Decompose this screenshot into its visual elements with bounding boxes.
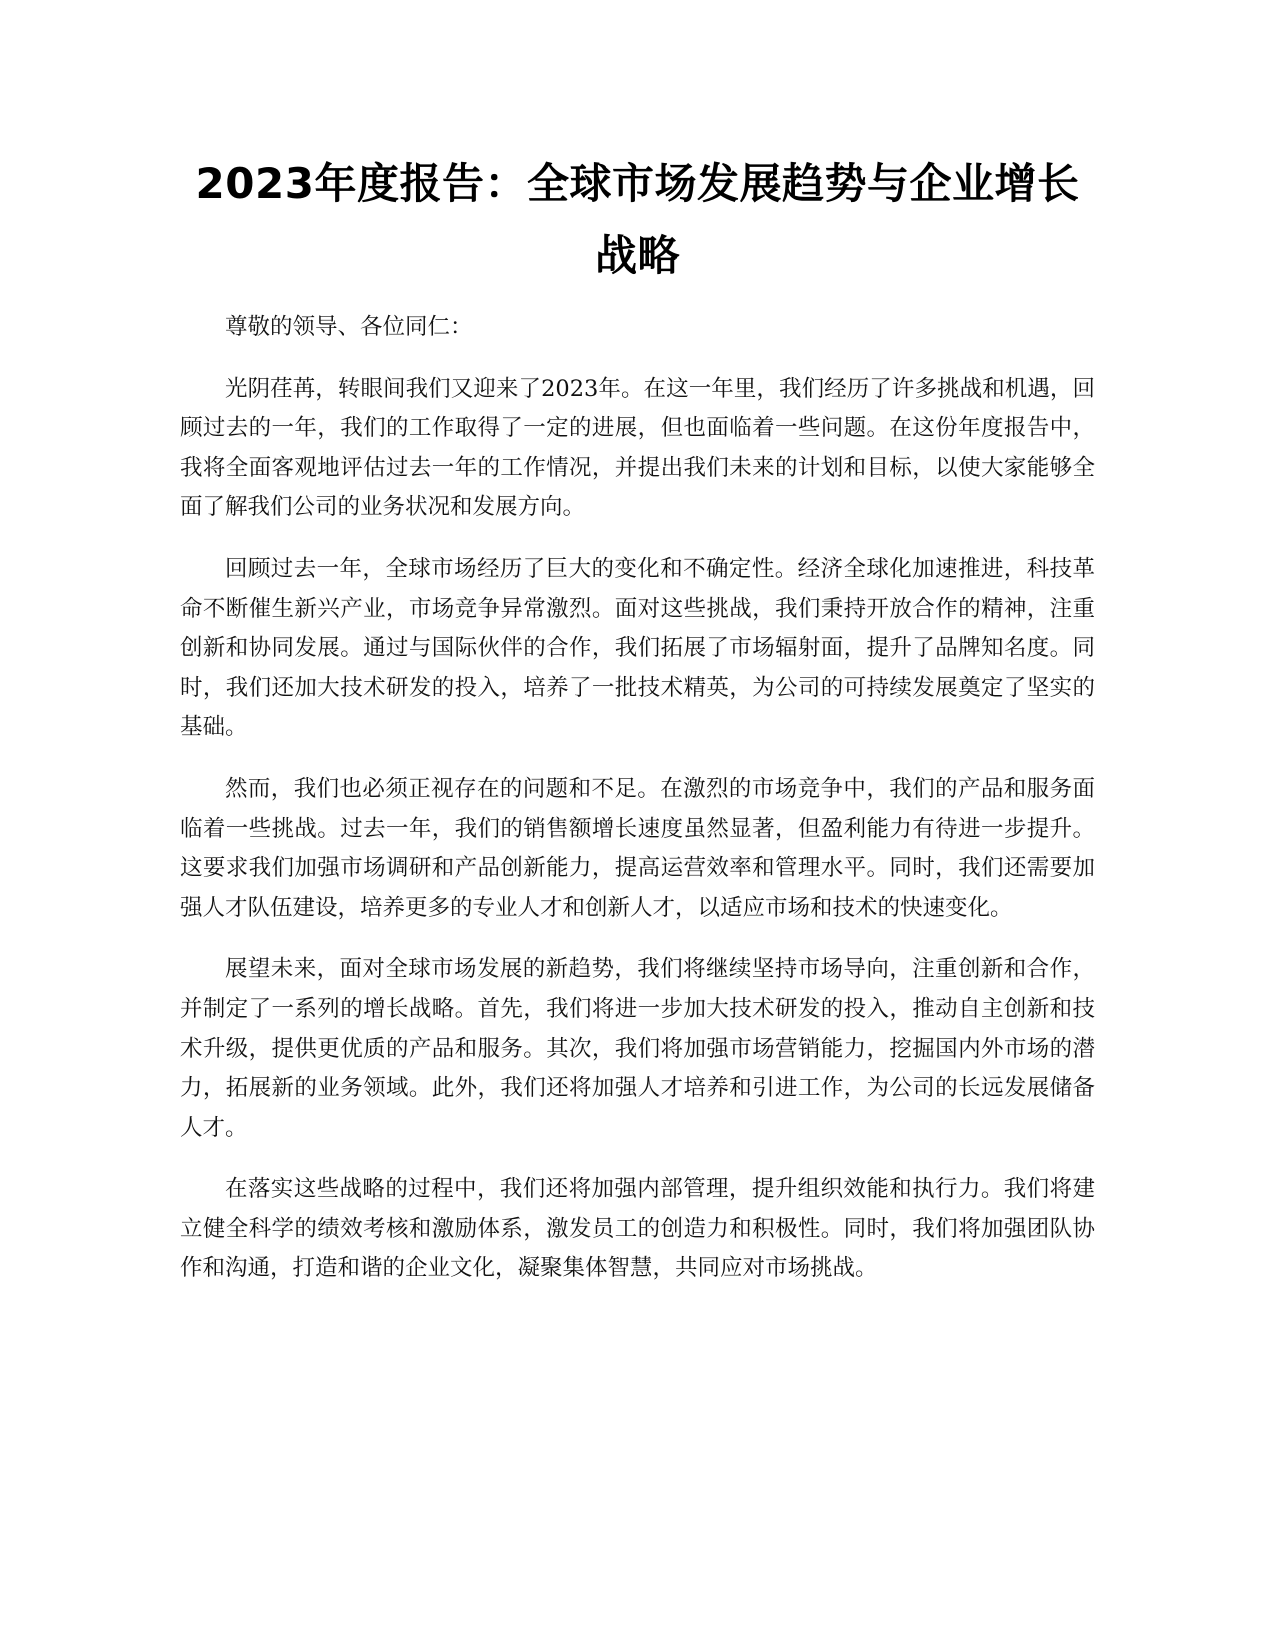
implementation-paragraph: 在落实这些战略的过程中，我们还将加强内部管理，提升组织效能和执行力。我们将建立健全科学的绩效考核和激励体系，激发员工的创造力和积极性。同时，我们将加强团队协作和沟通，打造和谐的企业文化，凝聚集体智慧，共同应对市场挑战。 [180,1176,1095,1282]
review-paragraph: 回顾过去一年，全球市场经历了巨大的变化和不确定性。经济全球化加速推进，科技革命不断催生新兴产业，市场竞争异常激烈。面对这些挑战，我们秉持开放合作的精神，注重创新和协同发展。通过与国际伙伴的合作，我们拓展了市场辐射面，提升了品牌知名度。同时，我们还加大技术研发的投入，培养了一批技术精英，为公司的可持续发展奠定了坚实的基础。 [180,555,1095,741]
outlook-paragraph: 展望未来，面对全球市场发展的新趋势，我们将继续坚持市场导向，注重创新和合作，并制定了一系列的增长战略。首先，我们将进一步加大技术研发的投入，推动自主创新和技术升级，提供更优质的产品和服务。其次，我们将加强市场营销能力，挖掘国内外市场的潜力，拓展新的业务领域。此外，我们还将加强人才培养和引进工作，为公司的长远发展储备人才。 [180,956,1095,1141]
problems-paragraph: 然而，我们也必须正视存在的问题和不足。在激烈的市场竞争中，我们的产品和服务面临着一些挑战。过去一年，我们的销售额增长速度虽然显著，但盈利能力有待进一步提升。这要求我们加强市场调研和产品创新能力，提高运营效率和管理水平。同时，我们还需要加强人才队伍建设，培养更多的专业人才和创新人才，以适应市场和技术的快速变化。 [180,775,1095,921]
document-body [180,308,1095,1311]
intro-paragraph: 光阴荏苒，转眼间我们又迎来了2023年。在这一年里，我们经历了许多挑战和机遇，回顾过去的一年，我们的工作取得了一定的进展，但也面临着一些问题。在这份年度报告中，我将全面客观地评估过去一年的工作情况，并提出我们未来的计划和目标，以使大家能够全面了解我们公司的业务状况和发展方向。 [180,375,1095,521]
salutation-paragraph: 尊敬的领导、各位同仁： [225,314,473,340]
document-title: 2023年度报告：全球市场发展趋势与企业增长战略 [195,159,1080,280]
